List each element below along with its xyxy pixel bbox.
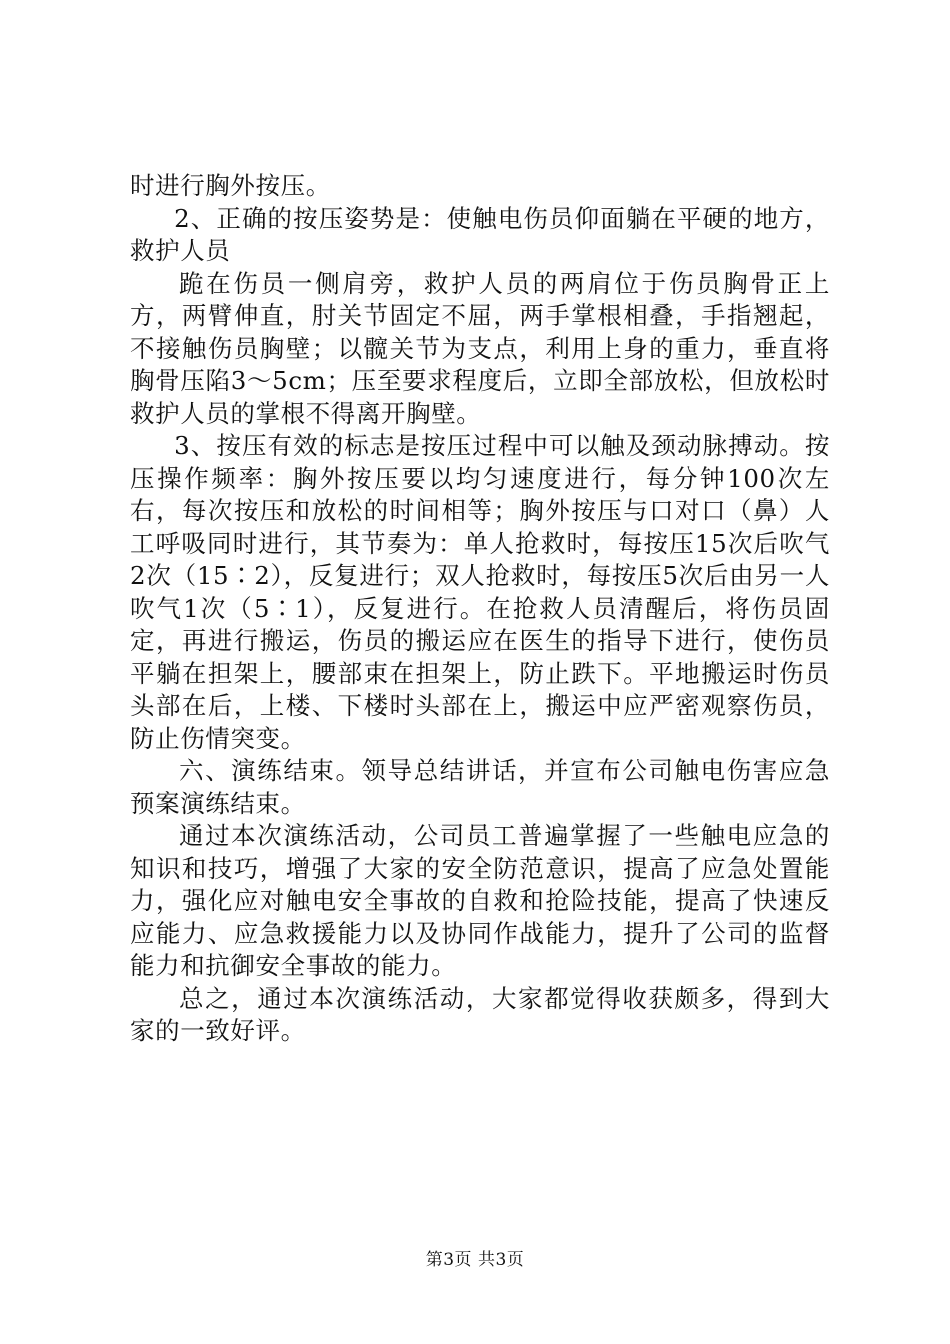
paragraph-continuation: 时进行胸外按压。 bbox=[130, 171, 331, 200]
page-number-footer: 第3页 共3页 bbox=[425, 1250, 525, 1270]
document-body bbox=[130, 170, 830, 1048]
paragraph-drill-end: 六、演练结束。领导总结讲话，并宣布公司触电伤害应急预案演练结束。 bbox=[130, 756, 830, 818]
paragraph-drill-summary: 通过本次演练活动，公司员工普遍掌握了一些触电应急的知识和技巧，增强了大家的安全防范意识，提高了应急处置能力，强化应对触电安全事故的自救和抢险技能，提高了快速反应能力、应急救援能力以及协同作战能力，提升了公司的监督能力和抗御安全事故的能力。 bbox=[130, 821, 830, 980]
paragraph-conclusion: 总之，通过本次演练活动，大家都觉得收获颇多，得到大家的一致好评。 bbox=[130, 983, 830, 1045]
paragraph-compression-posture: 2、正确的按压姿势是：使触电伤员仰面躺在平硬的地方，救护人员 bbox=[130, 203, 830, 265]
paragraph-compression-effectiveness: 3、按压有效的标志是按压过程中可以触及颈动脉搏动。按压操作频率：胸外按压要以均匀速度进行，每分钟100次左右，每次按压和放松的时间相等；胸外按压与口对口（鼻）人工呼吸同时进行，其节奏为：单人抢救时，每按压15次后吹气2次（15∶2），反复进行；双人抢救时，每按压5次后由另一人吹气1次（5∶1），反复进行。在抢救人员清醒后，将伤员固定，再进行搬运，伤员的搬运应在医生的指导下进行，使伤员平躺在担架上，腰部束在担架上，防止跌下。平地搬运时伤员头部在后，上楼、下楼时头部在上，搬运中应严密观察伤员，防止伤情突变。 bbox=[130, 431, 830, 753]
paragraph-kneeling-position: 跪在伤员一侧肩旁，救护人员的两肩位于伤员胸骨正上方，两臂伸直，肘关节固定不屈，两手掌根相叠，手指翘起，不接触伤员胸壁；以髋关节为支点，利用上身的重力，垂直将胸骨压陷3～5cm；压至要求程度后，立即全部放松，但放松时救护人员的掌根不得离开胸壁。 bbox=[130, 268, 830, 428]
